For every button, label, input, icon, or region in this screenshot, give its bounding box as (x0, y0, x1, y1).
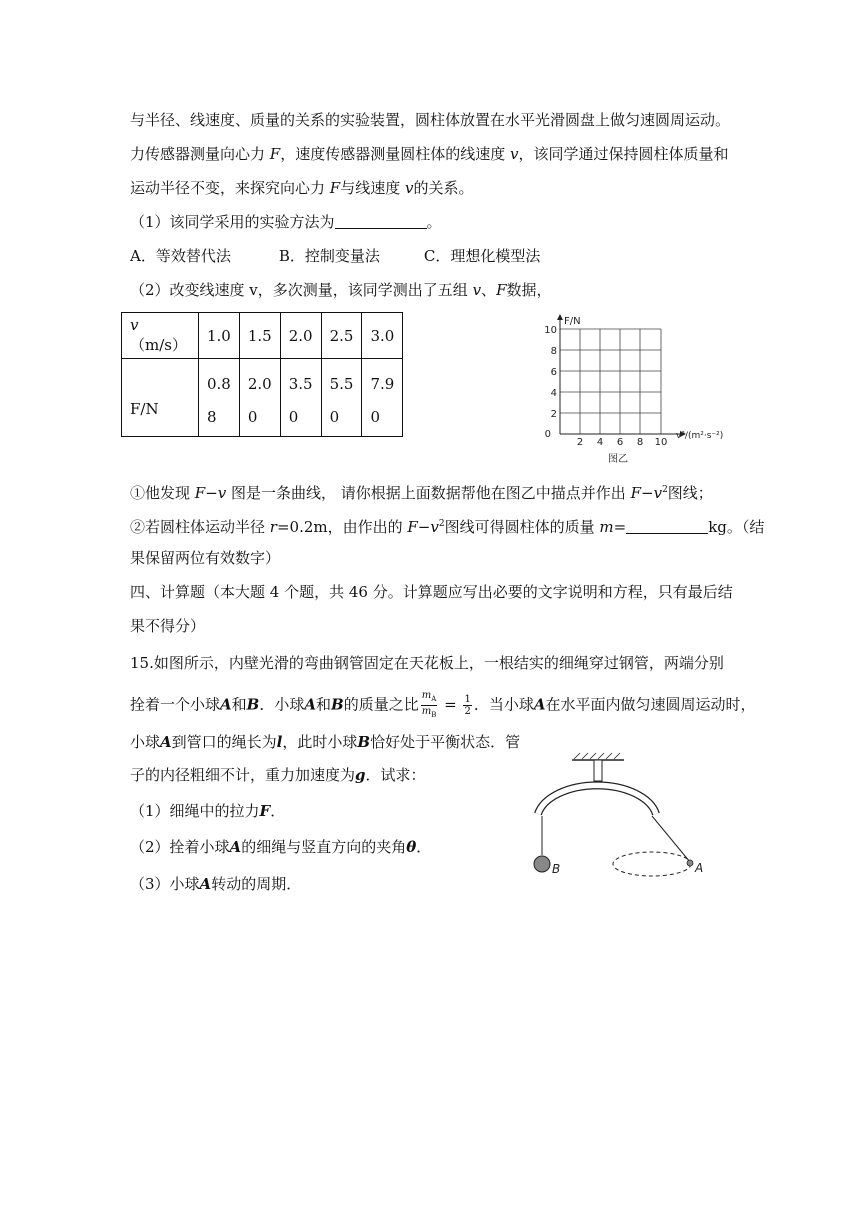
table-row-velocity (122, 313, 403, 359)
bent-pipe-inner-icon (538, 785, 656, 814)
q15-line-4: 子的内径粗细不计，重力加速度为g．试求： (130, 766, 426, 784)
bent-pipe-figure (520, 752, 720, 884)
table-cell: 7.9 0 (362, 359, 403, 437)
table-row-force (122, 359, 403, 437)
data-table (121, 312, 403, 437)
ball-a-label: A (695, 861, 704, 875)
option-c: C．理想化模型法 (423, 247, 541, 265)
ratio-value-fraction: $\frac{1}{2}$ (464, 694, 471, 717)
sub-question-2-cont: 果保留两位有效数字） (130, 549, 281, 567)
table-cell: 3.5 0 (280, 359, 321, 437)
pipe-support-icon (594, 760, 602, 781)
string-a-icon (652, 816, 690, 862)
intro-line-1: 与半径、线速度、质量的关系的实验装置，圆柱体放置在水平光滑圆盘上做匀速圆周运动。 (130, 111, 731, 129)
origin-label: 0 (544, 429, 551, 440)
x-tick-label: 4 (596, 437, 604, 448)
sub-question-2: ②若圆柱体运动半径 r=0.2m，由作出的 $F-v^2$图线可得圆柱体的质量 m= kg。（结 (130, 518, 765, 536)
ball-a-icon (687, 860, 693, 866)
question-2-prompt: （2）改变线速度 v，多次测量，该同学测出了五组 v、F数据， (130, 281, 552, 299)
question-1-options (130, 245, 540, 267)
intro-line-3: 运动半径不变，来探究向心力 F与线速度 v的关系。 (130, 179, 474, 197)
question-1-prompt: （1）该同学采用的实验方法为 。 (130, 213, 442, 231)
sub-question-1: ①他发现 F−v 图是一条曲线， 请你根据上面数据帮他在图乙中描点并作出 $F-v^2$图线； (130, 484, 713, 502)
y-axis-label: F/N (564, 316, 581, 327)
option-a: A．等效替代法 (130, 247, 231, 265)
y-tick-label: 6 (550, 367, 557, 378)
table-cell: 3.0 (362, 313, 403, 359)
table-cell: 1.0 (199, 313, 240, 359)
q15-line-1: 15.如图所示，内壁光滑的弯曲钢管固定在天花板上，一根结实的细绳穿过钢管，两端分别 (130, 654, 724, 672)
table-cell: 2.5 (321, 313, 362, 359)
x-tick-label: 6 (616, 437, 624, 448)
ball-b-label: B (552, 862, 561, 876)
graph-grid (560, 329, 661, 434)
intro-line-2: 力传感器测量向心力 F，速度传感器测量圆柱体的线速度 v，该同学通过保持圆柱体质量和 (130, 145, 729, 163)
table-cell: 5.5 0 (321, 359, 362, 437)
circular-path-icon (613, 852, 691, 876)
section-heading: 四、计算题（本大题 4 个题，共 46 分。计算题应写出必要的文字说明和方程，只有最后结 (130, 583, 733, 601)
section-heading-cont: 果不得分） (130, 617, 206, 635)
table-cell: 0.8 8 (199, 359, 240, 437)
ball-b-icon (534, 856, 550, 872)
header-velocity: v（m/s） (122, 313, 199, 359)
answer-blank-mass[interactable] (626, 517, 708, 534)
option-b: B．控制变量法 (278, 247, 380, 265)
q15-part-2: （2）拴着小球A的细绳与竖直方向的夹角θ． (130, 838, 432, 856)
table-cell: 2.0 0 (239, 359, 280, 437)
x-tick-label: 2 (576, 437, 584, 448)
x-tick-label: 10 (654, 437, 668, 448)
blank-graph (530, 310, 770, 470)
graph-caption: 图乙 (608, 454, 628, 465)
y-tick-label: 2 (550, 409, 557, 420)
q15-part-1: （1）细绳中的拉力F． (130, 802, 286, 820)
y-axis-arrow-icon (557, 314, 563, 320)
q15-line-3: 小球A到管口的绳长为l，此时小球B恰好处于平衡状态．管 (130, 733, 521, 751)
mass-ratio-fraction: $\frac{m_A}{m_B}$ (421, 690, 437, 719)
y-tick-label: 8 (550, 346, 557, 357)
y-tick-label: 10 (544, 325, 557, 336)
header-force: F/N (122, 359, 199, 437)
bent-pipe-outer-icon (538, 785, 656, 814)
table-cell: 1.5 (239, 313, 280, 359)
table-cell: 2.0 (280, 313, 321, 359)
y-tick-label: 4 (550, 388, 557, 399)
q15-part-3: （3）小球A转动的周期． (130, 875, 302, 893)
ceiling-hatch-icon (574, 753, 620, 759)
q15-line-2: 拴着一个小球A和B．小球A和B的质量之比 $\frac{m_A}{m_B}$ = $\frac{1}{2}$ ．当小球A在水平面内做匀速圆周运动时， (130, 690, 756, 719)
answer-blank-1[interactable] (335, 212, 427, 229)
x-tick-label: 8 (636, 437, 644, 448)
x-axis-label: v²/(m²·s⁻²) (676, 431, 724, 441)
